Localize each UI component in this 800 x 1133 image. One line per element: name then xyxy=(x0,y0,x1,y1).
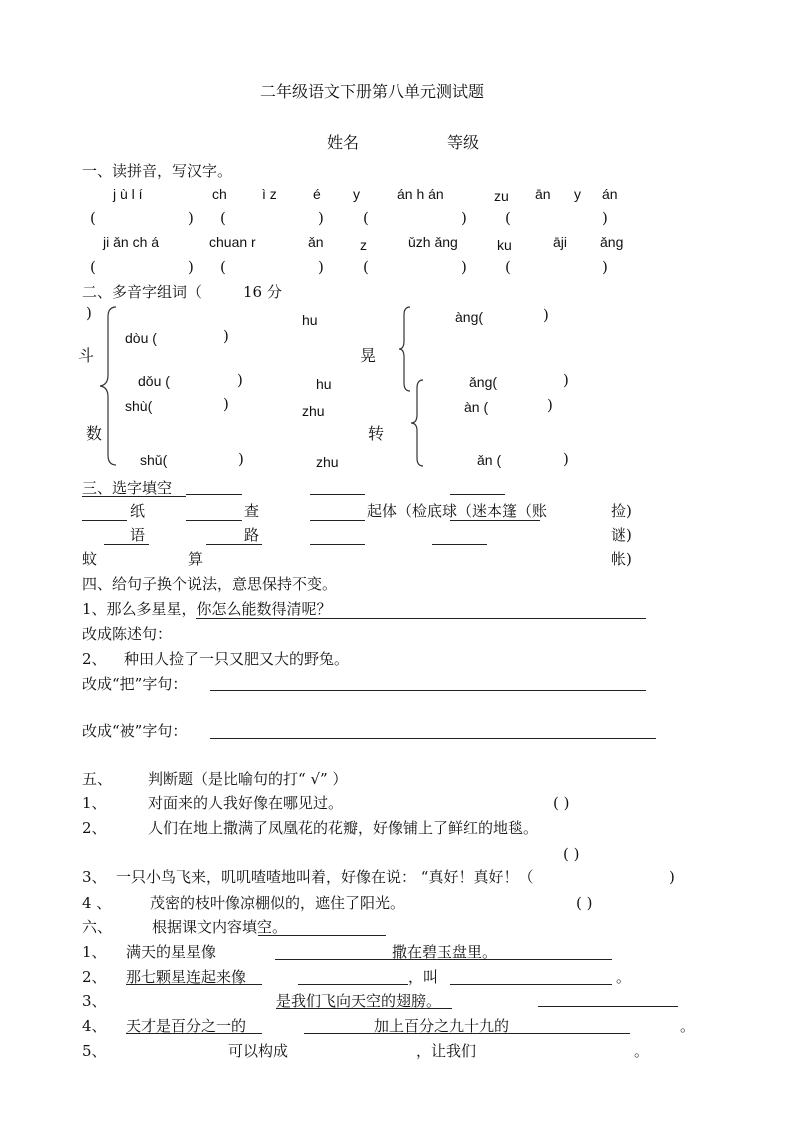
option-char: 查 xyxy=(244,502,260,520)
answer-line xyxy=(310,544,365,545)
pinyin: ān xyxy=(535,186,551,202)
name-label: 姓名 xyxy=(327,133,360,152)
answer-line xyxy=(298,984,408,985)
option-chars: 起体（检底球（迷本篷（账 xyxy=(367,502,548,520)
fill-text: 。 xyxy=(634,1042,650,1060)
pinyin: ǎng xyxy=(600,234,624,250)
pinyin-item: ǎng( xyxy=(469,374,498,390)
pinyin: ku xyxy=(497,237,512,253)
close-paren: ) xyxy=(223,327,229,345)
pinyin: ǔzh ǎng xyxy=(408,234,458,250)
section4-heading: 四、给句子换个说法，意思保持不变。 xyxy=(82,575,338,593)
item-number: 1、 xyxy=(82,794,107,812)
close-paren: ) xyxy=(543,306,549,324)
pinyin-item: ǎn ( xyxy=(477,452,502,468)
answer-line xyxy=(276,1008,452,1009)
pinyin-item: àn ( xyxy=(464,399,489,415)
grade-label: 等级 xyxy=(447,133,480,152)
pinyin: ǎn xyxy=(308,234,324,250)
answer-label: 改成陈述句： xyxy=(82,625,173,643)
pinyin: ji ǎn ch á xyxy=(103,234,160,250)
answer-paren-close: ) xyxy=(318,209,324,227)
answer-paren-close: ) xyxy=(461,209,467,227)
answer-paren-open: ( xyxy=(220,258,226,276)
section6-heading: 根据课文内容填空。 xyxy=(152,918,288,936)
answer-paren-close: ) xyxy=(188,209,194,227)
option-char: 语 xyxy=(130,526,146,544)
fill-text: 。 xyxy=(680,1017,696,1035)
item-number: 3、 xyxy=(82,992,107,1010)
answer-line xyxy=(450,520,540,521)
close-paren: ) xyxy=(563,450,569,468)
answer-label: 改成“被”字句： xyxy=(82,722,188,740)
answer-paren-close: ) xyxy=(461,258,467,276)
pinyin: zu xyxy=(494,188,509,204)
answer-line xyxy=(310,494,365,495)
pinyin: y xyxy=(353,186,360,202)
answer-line xyxy=(186,520,242,521)
section6-number: 六、 xyxy=(82,918,113,936)
section5-heading: 判断题（是比喻句的打“ √” ） xyxy=(148,770,348,788)
answer-paren-open: ( xyxy=(220,209,226,227)
answer-line xyxy=(450,494,505,495)
fill-text: 天才是百分之一的 xyxy=(126,1017,247,1035)
answer-line xyxy=(126,984,262,985)
option-char: 谜) xyxy=(611,526,632,544)
item-number: 4、 xyxy=(82,1017,107,1035)
answer-line xyxy=(432,544,487,545)
pinyin-item: hu xyxy=(302,312,318,328)
answer-paren-close: ) xyxy=(602,258,608,276)
pinyin-item: hu xyxy=(316,376,332,392)
answer-paren-open: ( xyxy=(90,209,96,227)
question-number: 2、 xyxy=(82,650,107,668)
fill-text: 那七颗星连起来像 xyxy=(126,968,247,986)
item-number: 2、 xyxy=(82,819,107,837)
section2-score: 16 分 xyxy=(243,283,282,301)
item-number: 2、 xyxy=(82,968,107,986)
section2-heading: 二、多音字组词（ xyxy=(82,283,203,301)
fill-text: 满天的星星像 xyxy=(126,943,217,961)
pinyin: āji xyxy=(553,234,568,250)
answer-paren-open: ( xyxy=(90,258,96,276)
judge-paren: ( ) xyxy=(553,794,570,812)
item-number: 3、 xyxy=(82,868,107,886)
fill-text: 加上百分之九十九的 xyxy=(374,1017,510,1035)
answer-line xyxy=(210,690,646,691)
pinyin-item: shǔ( xyxy=(140,452,168,468)
section3-heading: 三、选字填空 xyxy=(82,479,173,497)
page-title: 二年级语文下册第八单元测试题 xyxy=(260,82,485,101)
answer-line xyxy=(275,959,612,960)
pinyin: y xyxy=(574,186,581,202)
fill-text: ，叫 xyxy=(408,968,439,986)
item-text: 人们在地上撒满了凤凰花的花瓣，好像铺上了鲜红的地毯。 xyxy=(148,819,539,837)
close-paren: ) xyxy=(223,395,229,413)
judge-paren: ( ) xyxy=(576,894,593,912)
polyphone-char: 数 xyxy=(86,424,103,443)
option-char: 捡) xyxy=(611,502,632,520)
polyphone-char: 转 xyxy=(368,424,385,443)
judge-paren: ( ) xyxy=(563,845,580,863)
answer-line xyxy=(450,984,612,985)
pinyin: ch xyxy=(212,186,227,202)
option-char: 帐) xyxy=(611,550,632,568)
pinyin-item: àng( xyxy=(455,309,484,325)
option-char: 算 xyxy=(188,550,204,568)
section2-close: ) xyxy=(86,304,92,322)
close-paren: ) xyxy=(238,450,244,468)
answer-line xyxy=(82,496,186,497)
answer-paren-close: ) xyxy=(602,209,608,227)
answer-line xyxy=(82,520,127,521)
answer-paren-close: ) xyxy=(318,258,324,276)
pinyin: chuan r xyxy=(209,234,256,250)
pinyin-item: dǒu ( xyxy=(138,373,170,389)
fill-text: 是我们飞向天空的翅膀。 xyxy=(276,992,442,1010)
answer-line xyxy=(538,1006,678,1007)
pinyin: án xyxy=(602,186,618,202)
close-paren: ) xyxy=(563,371,569,389)
answer-line xyxy=(196,618,646,619)
answer-line xyxy=(210,738,656,739)
answer-paren-open: ( xyxy=(363,209,369,227)
answer-paren-close: ) xyxy=(188,258,194,276)
pinyin: z xyxy=(360,237,367,253)
answer-label: 改成“把”字句： xyxy=(82,675,188,693)
pinyin: ì z xyxy=(262,186,277,202)
pinyin-item: shù( xyxy=(125,398,153,414)
item-text: 一只小鸟飞来，叽叽喳喳地叫着，好像在说： “真好！真好！（ xyxy=(116,868,534,886)
answer-line xyxy=(258,935,386,936)
section5-number: 五、 xyxy=(82,770,113,788)
fill-text: 撒在碧玉盘里。 xyxy=(392,943,498,961)
item-number: 4 、 xyxy=(82,894,112,912)
question-text: 种田人捡了一只又肥又大的野兔。 xyxy=(124,650,350,668)
pinyin-item: dòu ( xyxy=(125,330,157,346)
option-char: 路 xyxy=(244,526,260,544)
item-text: 对面来的人我好像在哪见过。 xyxy=(148,794,344,812)
question-text: 1、那么多星星，你怎么能数得清呢？ xyxy=(82,600,332,618)
pinyin: án h án xyxy=(397,186,444,202)
answer-paren-open: ( xyxy=(505,209,511,227)
answer-paren-open: ( xyxy=(505,258,511,276)
section1-heading: 一、读拼音，写汉字。 xyxy=(82,162,233,180)
fill-text: 可以构成 xyxy=(228,1042,289,1060)
close-paren: ) xyxy=(237,371,243,389)
answer-line xyxy=(104,544,149,545)
option-char: 蚊 xyxy=(82,550,98,568)
pinyin-item: zhu xyxy=(316,454,339,470)
answer-paren-open: ( xyxy=(363,258,369,276)
fill-text: ，让我们 xyxy=(416,1042,477,1060)
item-number: 1、 xyxy=(82,943,107,961)
answer-line xyxy=(186,494,242,495)
item-text: 茂密的枝叶像凉棚似的，遮住了阳光。 xyxy=(150,894,406,912)
answer-line xyxy=(304,1033,630,1034)
item-number: 5、 xyxy=(82,1042,107,1060)
answer-line xyxy=(310,520,365,521)
judge-close: ) xyxy=(669,868,675,886)
polyphone-char: 斗 xyxy=(78,346,95,365)
fill-text: 。 xyxy=(616,968,632,986)
option-char: 纸 xyxy=(130,502,146,520)
pinyin: é xyxy=(313,186,321,202)
answer-line xyxy=(126,1033,262,1034)
pinyin-item: zhu xyxy=(302,403,325,419)
polyphone-char: 晃 xyxy=(360,346,377,365)
close-paren: ) xyxy=(547,396,553,414)
pinyin: j ù l í xyxy=(113,186,143,202)
left-brace-icon xyxy=(410,378,426,468)
answer-line xyxy=(206,544,262,545)
